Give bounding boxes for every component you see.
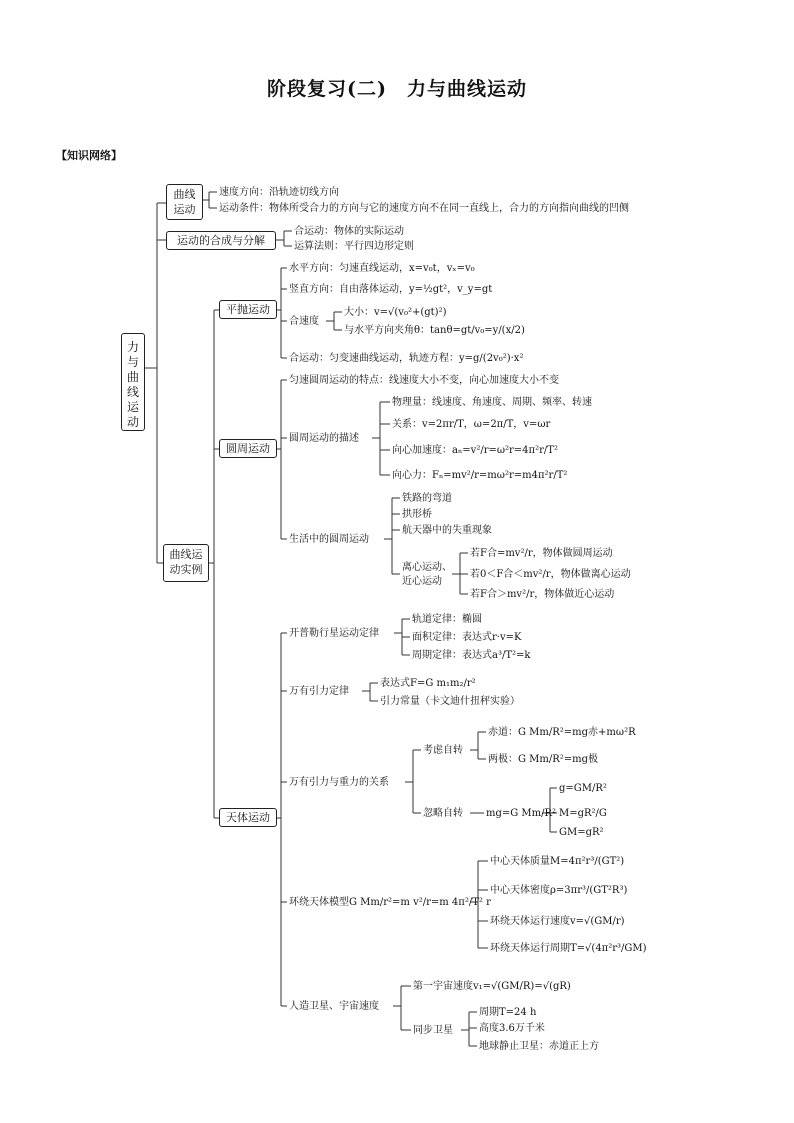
composition-box — [166, 231, 276, 250]
consider-rotation: 考虑自转 — [423, 745, 463, 756]
vertical-direction: 竖直方向：自由落体运动，y=½gt²，v_y=gt — [289, 284, 493, 295]
resultant-velocity: 合速度 — [289, 316, 319, 327]
operation-rule: 运算法则：平行四边形定则 — [294, 241, 414, 252]
condition-circular: 若F合=mv²/r，物体做圆周运动 — [470, 548, 613, 559]
examples-label: 曲线运动实例 — [169, 548, 203, 576]
geostationary: 地球静止卫星：赤道正上方 — [479, 1041, 599, 1052]
centripetal-motion: 近心运动 — [402, 576, 442, 587]
section-heading: 【知识网络】 — [56, 149, 122, 162]
sync-period: 周期T=24 h — [479, 1007, 537, 1018]
composition-label: 运动的合成与分解 — [177, 234, 265, 247]
orbit-law: 轨道定律：椭圆 — [412, 614, 482, 625]
centripetal-acceleration: 向心加速度：aₙ=v²/r=ω²r=4π²r/T² — [392, 445, 558, 456]
circular-label: 圆周运动 — [226, 442, 270, 455]
orbit-model: 环绕天体模型G Mm/r²=m v²/r=m 4π²/T² r — [289, 897, 491, 908]
examples-box — [163, 544, 209, 582]
orbit-velocity: 环绕天体运行速度v=√(GM/r) — [490, 916, 625, 927]
curve-motion-label: 曲线运动 — [173, 188, 196, 216]
railway-curve: 铁路的弯道 — [402, 493, 452, 504]
circular-in-life: 生活中的圆周运动 — [289, 534, 369, 545]
motion-condition: 运动条件：物体所受合力的方向与它的速度方向不在同一直线上，合力的方向指向曲线的凹侧 — [219, 203, 629, 214]
curve-motion-box — [166, 184, 203, 220]
root-box — [121, 333, 145, 431]
arch-bridge: 拱形桥 — [402, 509, 432, 520]
velocity-angle: 与水平方向夹角θ：tanθ=gt/v₀=y/(x/2) — [344, 325, 525, 336]
celestial-label: 天体运动 — [226, 811, 270, 824]
relations: 关系：v=2πr/T，ω=2π/T，v=ωr — [392, 419, 551, 430]
spacecraft-weightlessness: 航天器中的失重现象 — [402, 525, 492, 536]
central-density: 中心天体密度ρ=3πr³/(GT²R³) — [490, 885, 628, 896]
centripetal-force: 向心力：Fₙ=mv²/r=mω²r=m4π²r/T² — [392, 470, 568, 481]
earth-mass: M=gR²/G — [559, 808, 607, 819]
circular-description: 圆周运动的描述 — [289, 433, 359, 444]
centrifugal-motion: 离心运动、 — [402, 562, 452, 573]
velocity-direction: 速度方向：沿轨迹切线方向 — [219, 187, 339, 198]
ignore-rotation: 忽略自转 — [423, 808, 463, 819]
trajectory-equation: 合运动：匀变速曲线运动，轨迹方程：y=g/(2v₀²)·x² — [289, 353, 524, 364]
condition-centrifugal: 若0＜F合＜mv²/r，物体做离心运动 — [470, 569, 631, 580]
first-cosmic-velocity: 第一宇宙速度v₁=√(GM/R)=√(gR) — [413, 981, 571, 992]
equator-relation: 赤道：G Mm/R²=mg赤+mω²R — [488, 727, 636, 738]
uniform-circular-features: 匀速圆周运动的特点：线速度大小不变，向心加速度大小不变 — [289, 375, 559, 386]
poles-relation: 两极：G Mm/R²=mg极 — [488, 754, 599, 765]
orbit-period: 环绕天体运行周期T=√(4π²r³/GM) — [490, 943, 647, 954]
central-mass: 中心天体质量M=4π²r³/(GT²) — [490, 856, 625, 867]
golden-substitution: GM=gR² — [559, 827, 604, 838]
page-title: 阶段复习(二) 力与曲线运动 — [267, 78, 527, 100]
surface-gravity: g=GM/R² — [559, 783, 607, 794]
velocity-magnitude: 大小：v=√(v₀²+(gt)²) — [344, 307, 447, 318]
sync-height: 高度3.6万千米 — [479, 1023, 545, 1034]
gravitation-law: 万有引力定律 — [289, 686, 349, 697]
resultant-motion: 合运动：物体的实际运动 — [294, 226, 404, 237]
kepler-laws: 开普勒行星运动定律 — [289, 628, 379, 639]
circular-box — [219, 439, 277, 458]
satellites-cosmic-velocity: 人造卫星、宇宙速度 — [289, 1001, 379, 1012]
period-law: 周期定律：表达式a³/T²=k — [412, 650, 531, 661]
ignore-rotation-equation: mg=G Mm/R² — [486, 808, 557, 819]
celestial-box — [219, 808, 277, 827]
physical-quantities: 物理量：线速度、角速度、周期、频率、转速 — [392, 397, 592, 408]
gravity-relation: 万有引力与重力的关系 — [289, 777, 389, 788]
root-label: 力与曲线运动 — [127, 340, 140, 429]
gravitational-constant: 引力常量（卡文迪什扭秤实验） — [380, 696, 520, 707]
condition-centripetal: 若F合＞mv²/r，物体做近心运动 — [470, 589, 615, 600]
gravitation-expression: 表达式F=G m₁m₂/r² — [380, 678, 476, 689]
horizontal-direction: 水平方向：匀速直线运动，x=v₀t，vₓ=v₀ — [289, 263, 475, 274]
projectile-box — [219, 300, 277, 319]
area-law: 面积定律：表达式r·v=K — [412, 632, 522, 643]
synchronous-satellite: 同步卫星 — [413, 1025, 453, 1036]
projectile-label: 平抛运动 — [226, 303, 270, 316]
